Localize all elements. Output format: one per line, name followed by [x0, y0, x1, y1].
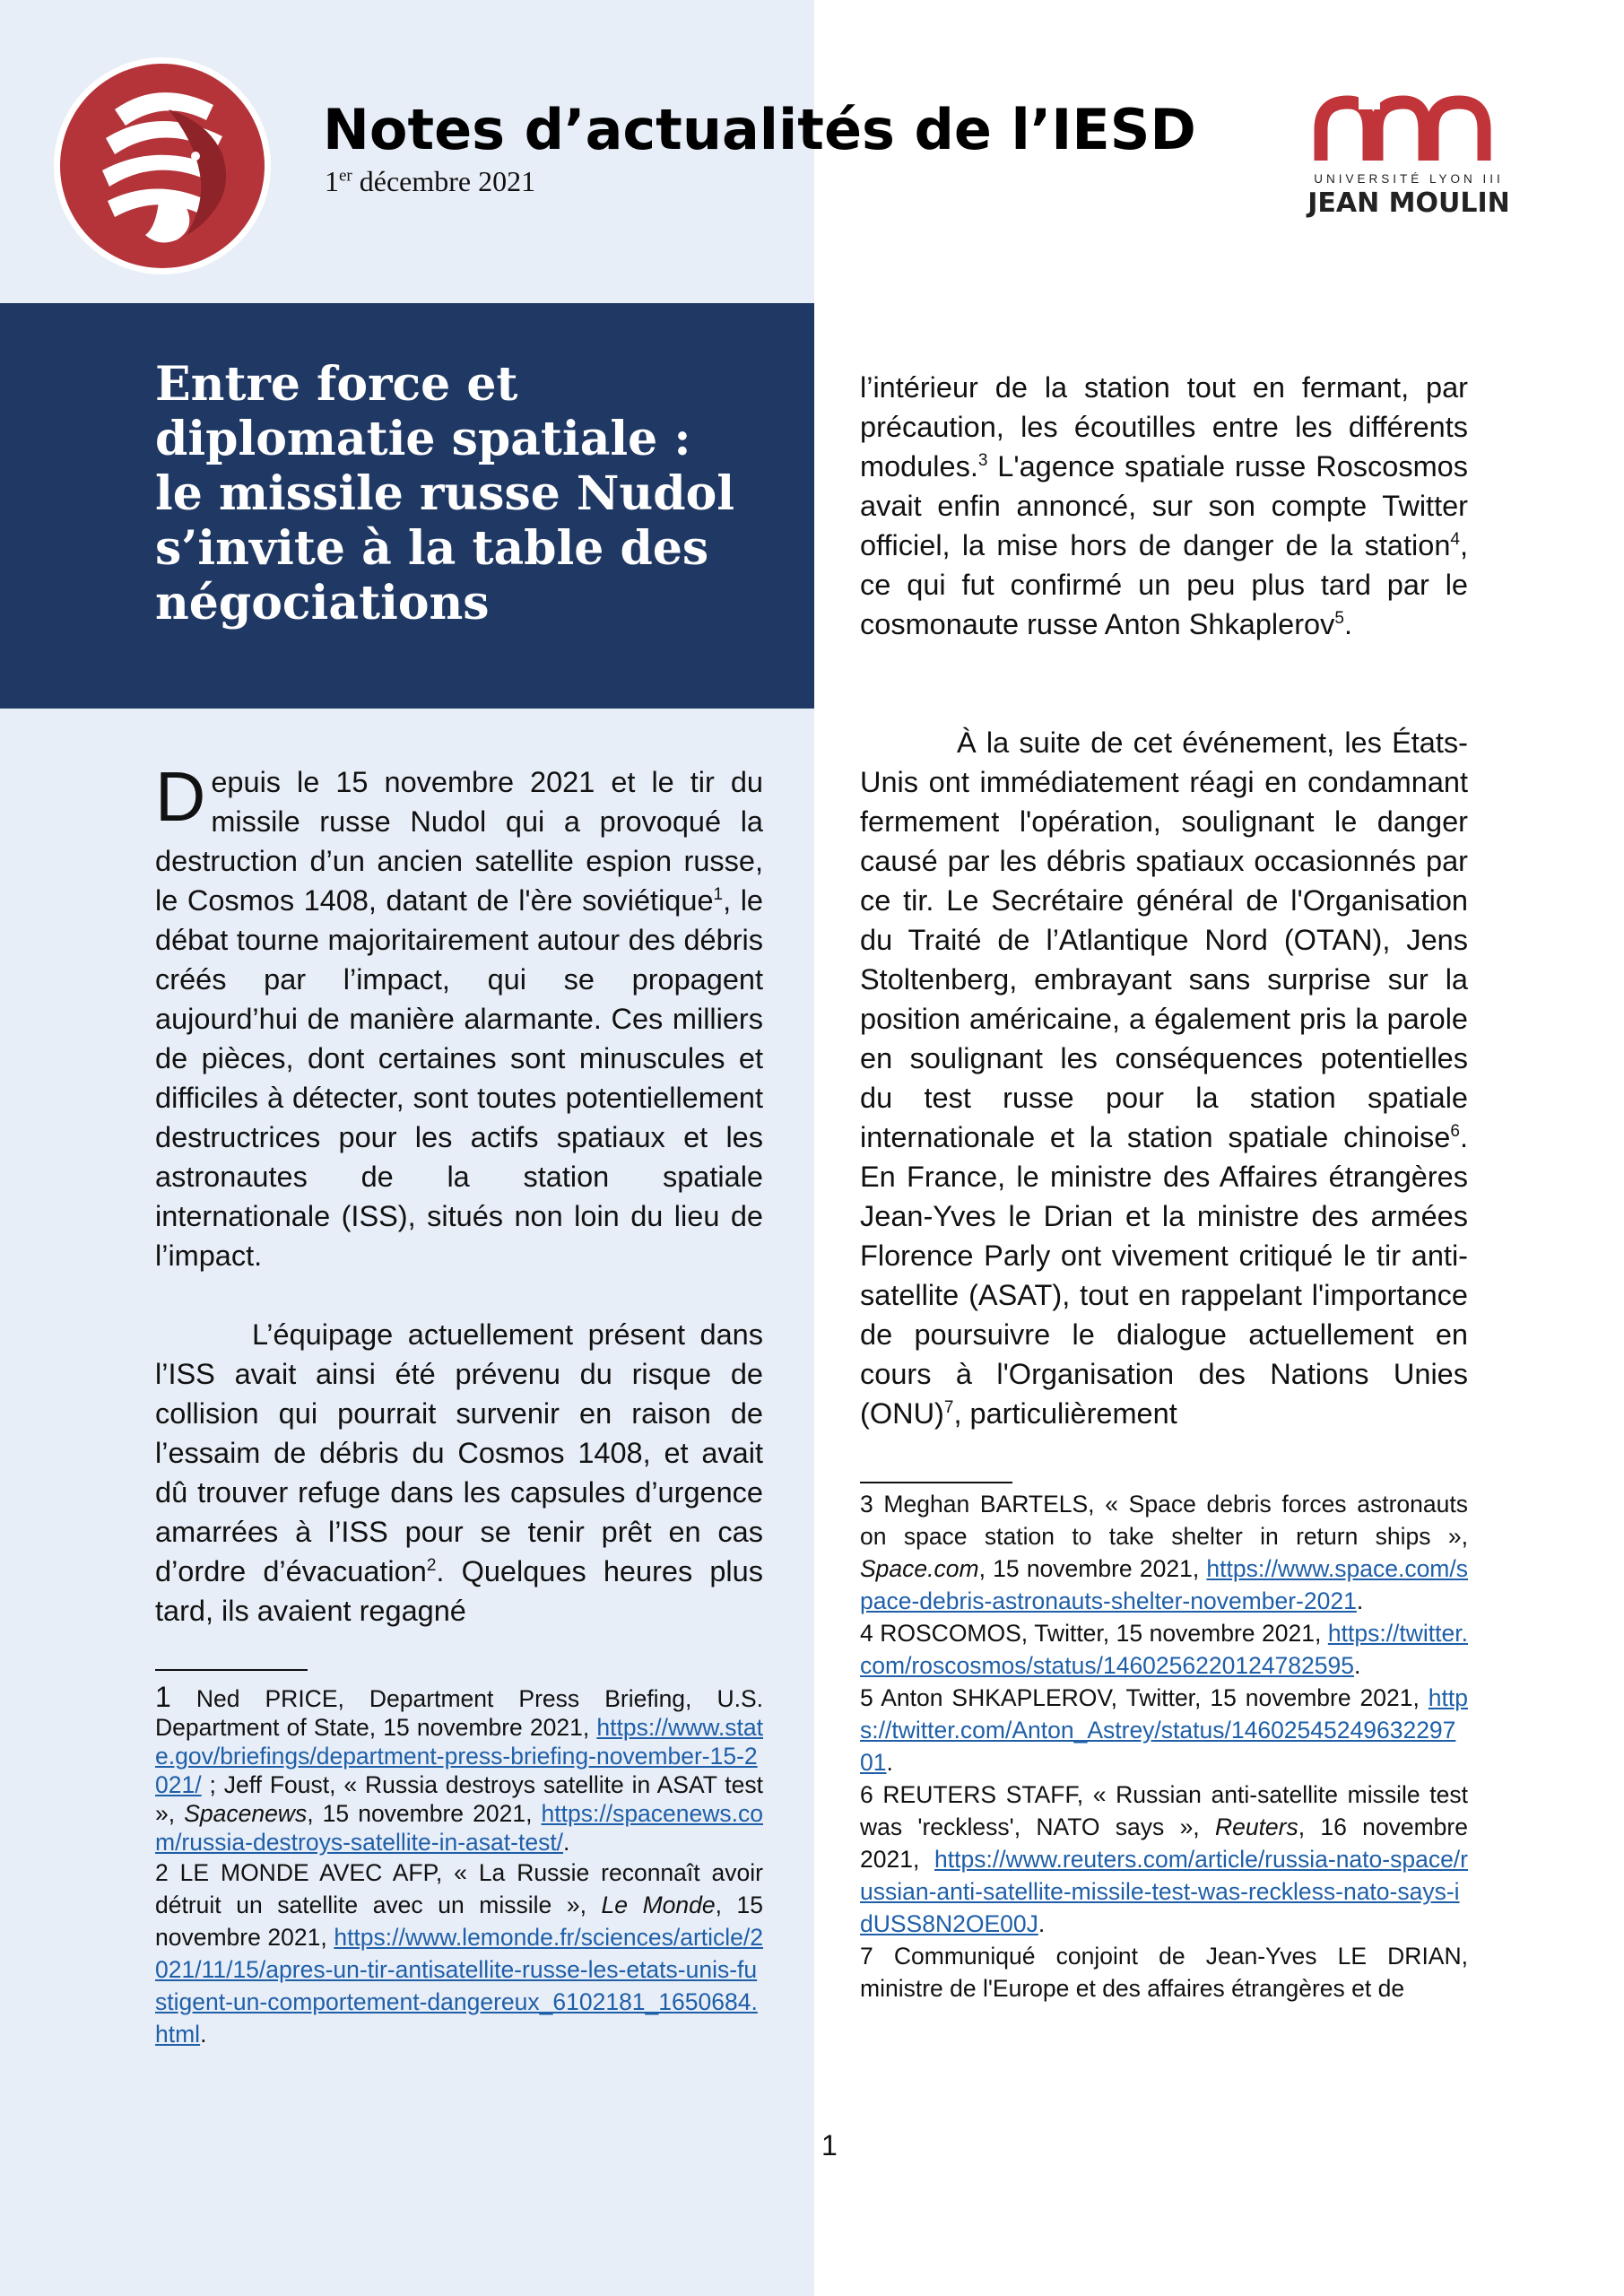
article-title: Entre force et diplomatie spatiale : le missile russe Nudol s’invite à la table des négociations — [155, 357, 735, 631]
footnote-1: 1 Ned PRICE, Department Press Briefing, U.S. Department of State, 15 novembre 2021, https://www.state.gov/briefings/department-press-briefing-november-15-2021/ ; Jeff Foust, « Russia destroys satellite in ASAT test », Spacenews, 15 novembre 2021, https://spacenews.com/russia-destroys-satellite-in-asat-test/. — [155, 1681, 763, 1856]
university-name: JEAN MOULIN — [1307, 187, 1510, 219]
footnote-3: 3 Meghan BARTELS, « Space debris forces astronauts on space station to take shelter in return ships », Space.com, 15 novembre 2021, https://www.space.com/space-debris-astronauts-shelter-november-2021. — [860, 1491, 1468, 1614]
article-column-left — [155, 757, 763, 1631]
footnote-4-link[interactable]: https://twitter.com/roscosmos/status/1460256220124782595 — [860, 1620, 1468, 1679]
footnotes-left — [155, 1683, 763, 2050]
article-column-right — [860, 723, 1468, 1433]
page-number: 1 — [821, 2129, 838, 2161]
footnote-6: 6 REUTERS STAFF, « Russian anti-satellite missile test was 'reckless', NATO says », Reuters, 16 novembre 2021, https://www.reuters.com/article/russia-nato-space/russian-anti-satellite-missile-test-was-reckless-nato-says-idUSS8N2OE00J. — [860, 1781, 1468, 1937]
newsletter-title: Notes d’actualités de l’IESD — [323, 97, 1196, 162]
footnote-1-link-state[interactable]: https://www.state.gov/briefings/department-press-briefing-november-15-2021/ — [155, 1714, 763, 1798]
university-line: UNIVERSITÉ LYON III — [1314, 172, 1504, 186]
footnote-ref-1[interactable]: 1 — [713, 885, 724, 905]
footnote-6-link[interactable]: https://www.reuters.com/article/russia-nato-space/russian-anti-satellite-missile-test-was-reckless-nato-says-idUSS8N2OE00J — [860, 1846, 1468, 1937]
footnote-2-link[interactable]: https://www.lemonde.fr/sciences/article/2021/11/15/apres-un-tir-antisatellite-russe-les-etats-unis-fustigent-un-comportement-dangereux_6102181_1650684.html — [155, 1924, 763, 2048]
footnote-separator-left — [155, 1669, 308, 1671]
footnote-ref-7[interactable]: 7 — [943, 1398, 954, 1418]
lion-head-logo-icon — [52, 56, 273, 276]
paragraph-1: Depuis le 15 novembre 2021 et le tir du missile russe Nudol qui a provoqué la destruction d’un ancien satellite espion russe, le Cosmos 1408, datant de l'ère soviétique$^1$, le débat tourne majoritairement autour des débris créés par l’impact, qui se propagent aujourd’hui de manière alarmante. Ces milliers de pièces, dont certaines sont minuscules et difficiles à détecter, sont toutes potentiellement destructrices pour les actifs spatiaux et les astronautes de la station spatiale internationale (ISS), situés non loin du lieu de l’impact. — [155, 757, 763, 1272]
paragraph-4: À la suite de cet événement, les États-Unis ont immédiatement réagi en condamnant fermement l'opération, soulignant le danger causé par les débris spatiaux occasionnés par ce tir. Le Secrétaire général de l'Organisation du Traité de l’Atlantique Nord (OTAN), Jens Stoltenberg, embrayant sans surprise sur la position américaine, a également pris la parole en soulignant les conséquences potentielles du test russe pour la station spatiale internationale et la station spatiale chinoise$^6$. En France, le ministre des Affaires étrangères Jean-Yves le Drian et la ministre des armées Florence Parly ont vivement critiqué le tir anti-satellite (ASAT), tout en rappelant l'importance de poursuivre le dialogue actuellement en cours à l'Organisation des Nations Unies (ONU)$^7$, particulièrement — [860, 726, 1468, 1430]
issue-date: 1er décembre 2021 — [325, 165, 536, 197]
footnote-4: 4 ROSCOMOS, Twitter, 15 novembre 2021, https://twitter.com/roscosmos/status/1460256220124782595. — [860, 1620, 1468, 1679]
footnote-3-link[interactable]: https://www.space.com/space-debris-astronauts-shelter-november-2021 — [860, 1555, 1468, 1614]
footnote-1-link-spacenews[interactable]: https://spacenews.com/russia-destroys-satellite-in-asat-test/ — [155, 1800, 763, 1856]
footnotes-right — [860, 1488, 1468, 2005]
drop-cap: D — [155, 757, 206, 836]
footnote-ref-3[interactable]: 3 — [977, 451, 988, 471]
footnote-ref-6[interactable]: 6 — [1450, 1122, 1460, 1142]
footnote-2: 2 LE MONDE AVEC AFP, « La Russie reconnaît avoir détruit un satellite avec un missile », Le Monde, 15 novembre 2021, https://www.lemonde.fr/sciences/article/2021/11/15/apres-un-tir-antisatellite-russe-les-etats-unis-fustigent-un-comportement-dangereux_6102181_1650684.html. — [155, 1859, 764, 2048]
footnote-7: 7 Communiqué conjoint de Jean-Yves LE DRIAN, ministre de l'Europe et des affaires étrangères et de — [860, 1943, 1468, 2002]
paragraph-3: l’intérieur de la station tout en fermant, par précaution, les écoutilles entre les différents modules.$^3$ L'agence spatiale russe Roscosmos avait enfin annoncé, sur son compte Twitter officiel, la mise hors de danger de la station$^4$, ce qui fut confirmé un peu plus tard par le cosmonaute russe Anton Shkaplerov$^5$. — [860, 371, 1468, 640]
footnote-ref-4[interactable]: 4 — [1450, 530, 1460, 550]
footnote-separator-right — [860, 1482, 1012, 1483]
article-column-right-top — [860, 368, 1468, 644]
paragraph-2: L’équipage actuellement présent dans l’ISS avait ainsi été prévenu du risque de collision qui pourrait survenir en raison de l’essaim de débris du Cosmos 1408, et avait dû trouver refuge dans les capsules d’urgence amarrées à l’ISS pour se tenir prêt en cas d’ordre d’évacuation$^2$. Quelques heures plus tard, ils avaient regagné — [155, 1318, 763, 1627]
footnote-ref-5[interactable]: 5 — [1334, 609, 1344, 629]
footnote-5-link[interactable]: https://twitter.com/Anton_Astrey/status/1460254524963229701 — [860, 1684, 1468, 1776]
article-title-box — [0, 303, 814, 709]
university-arches-logo-icon — [1305, 93, 1511, 219]
footnote-5: 5 Anton SHKAPLEROV, Twitter, 15 novembre 2021, https://twitter.com/Anton_Astrey/status/1460254524963229701. — [860, 1684, 1468, 1776]
footnote-ref-2[interactable]: 2 — [426, 1556, 437, 1576]
